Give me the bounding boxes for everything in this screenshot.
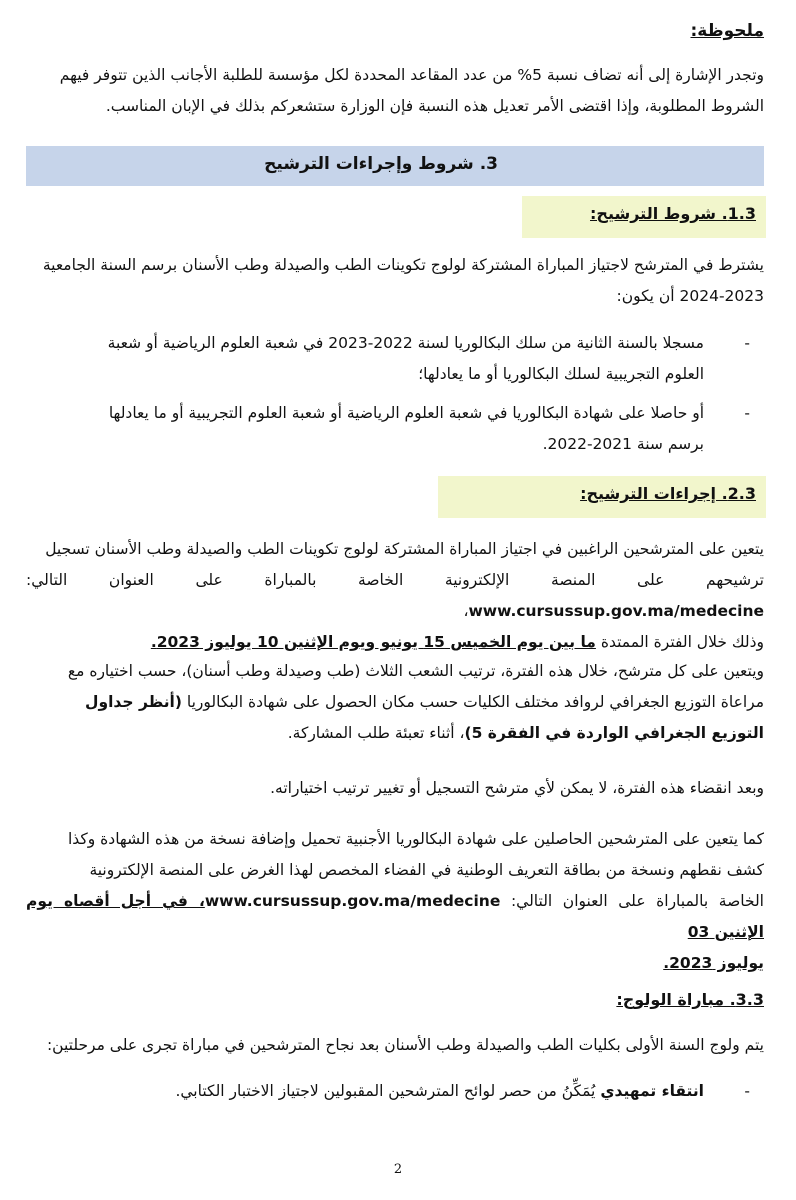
s32-p2-line-1: ويتعين على كل مترشح، خلال هذه الفترة، ترتيب الشعب الثلاث (طب وصيدلة وطب أسنان)، حسب اختياره مع — [67, 662, 764, 680]
registration-period: ما بين يوم الخميس 15 يونيو ويوم الإثنين 10 يوليوز 2023. — [150, 633, 596, 651]
s32-paragraph-1 — [26, 534, 764, 658]
note-title: ملحوظة: — [690, 21, 764, 41]
s32-p2-line-2 — [26, 687, 764, 718]
s32-p4-line-3 — [26, 886, 764, 948]
s32-paragraph-2 — [26, 656, 764, 749]
s31-bullet-2 — [26, 398, 764, 460]
note-line-2: الشروط المطلوبة، وإذا اقتضى الأمر تعديل هذه النسبة فإن الوزارة ستشعركم بذلك في الإبان المناسب. — [105, 97, 764, 115]
bullet-dash: - — [744, 404, 750, 422]
subsection-3-1-highlight — [522, 196, 766, 238]
section-3-header — [26, 146, 764, 186]
page-number: 2 — [393, 1162, 403, 1177]
s32-p1-line-2-text: ترشيحهم على المنصة الإلكترونية الخاصة بالمباراة على العنوان التالي: — [26, 571, 764, 589]
subsection-3-2-highlight — [438, 476, 766, 518]
platform-url-link[interactable]: www.cursussup.gov.ma/medecine — [468, 602, 764, 620]
bullet-dash: - — [744, 1082, 750, 1100]
s31-bullet-1-line-1: مسجلا بالسنة الثانية من سلك البكالوريا لسنة 2022-2023 في شعبة العلوم الرياضية أو شعبة — [107, 334, 704, 352]
s32-p4-line-3-text: الخاصة بالمباراة على العنوان التالي: — [510, 892, 764, 910]
s33-intro — [26, 1030, 764, 1061]
s33-bullet-1-text: يُمَكِّنُ من حصر لوائح المترشحين المقبولين لاجتياز الاختبار الكتابي. — [175, 1082, 596, 1100]
note-paragraph — [26, 60, 764, 122]
s31-intro-line-2: 2024-2023 أن يكون: — [616, 287, 764, 305]
s32-paragraph-4 — [26, 824, 764, 979]
bullet-dash: - — [744, 334, 750, 352]
s31-bullet-2-line-1: أو حاصلا على شهادة البكالوريا في شعبة العلوم الرياضية أو شعبة العلوم التجريبية أو ما يعادلها — [108, 404, 704, 422]
s32-p4-deadline-part-2: يوليوز 2023. — [663, 954, 764, 972]
s31-intro-line-1: يشترط في المترشح لاجتياز المباراة المشتركة لولوج تكوينات الطب والصيدلة وطب الأسنان برسم السنة الجامعية — [42, 256, 764, 274]
s32-p2-line-3 — [26, 718, 764, 749]
s32-paragraph-3 — [26, 773, 764, 804]
s31-bullet-1-line-2: العلوم التجريبية لسلك البكالوريا أو ما يعادلها؛ — [418, 365, 704, 383]
s32-p1-line-2: ترشيحهم على المنصة الإلكترونية الخاصة بالمباراة على العنوان التالي: www.cursussup.gov.ma/medecine، — [26, 571, 764, 620]
subsection-3-1-title: 1.3. شروط الترشيح: — [590, 204, 756, 223]
s32-p2-line-3-text: ، أثناء تعبئة طلب المشاركة. — [287, 724, 465, 742]
platform-url-link-2[interactable]: www.cursussup.gov.ma/medecine — [204, 892, 501, 910]
s32-p1-line-1: يتعين على المترشحين الراغبين في اجتياز المباراة المشتركة لولوج تكوينات الطب والصيدلة وطب الأسنان تسجيل — [45, 540, 764, 558]
s32-p4-deadline-part-1: ، في أجل أقصاه يوم الإثنين 03 — [26, 892, 764, 941]
subsection-3-3-title: 3.3. مباراة الولوج: — [616, 990, 764, 1009]
section-3-title: 3. شروط وإجراءات الترشيح — [264, 154, 498, 174]
s32-p2-line-3-bold: التوزيع الجغرافي الواردة في الفقرة 5) — [464, 724, 764, 742]
subsection-3-3-header — [26, 984, 764, 1015]
s33-bullet-1-bold: انتقاء تمهيدي — [600, 1082, 704, 1100]
s32-p2-line-2-text: مراعاة التوزيع الجغرافي لروافد مختلف الكليات حسب مكان الحصول على شهادة البكالوريا — [186, 693, 764, 711]
s32-p1-line-3-text: وذلك خلال الفترة الممتدة — [600, 633, 764, 651]
s33-bullet-1 — [26, 1076, 764, 1107]
s32-p3: وبعد انقضاء هذه الفترة، لا يمكن لأي مترشح التسجيل أو تغيير ترتيب اختياراته. — [270, 779, 764, 797]
s32-p4-line-4 — [26, 948, 764, 979]
subsection-3-2-title: 2.3. إجراءات الترشيح: — [580, 484, 756, 503]
s32-p4-line-1: كما يتعين على المترشحين الحاصلين على شهادة البكالوريا الأجنبية تحميل وإضافة نسخة من هذه الشهادة وكذا — [67, 830, 764, 848]
note-line-1: وتجدر الإشارة إلى أنه تضاف نسبة 5% من عدد المقاعد المحددة لكل مؤسسة للطلبة الأجانب الذين تتوفر فيهم — [59, 66, 764, 84]
s32-p1-line-3 — [26, 627, 764, 658]
s32-p2-line-2-bold: (أنظر جداول — [85, 693, 182, 711]
subsection-3-1-intro — [26, 250, 764, 312]
s32-p4-line-2: كشف نقطهم ونسخة من بطاقة التعريف الوطنية في الفضاء المخصص لهذا الغرض على المنصة الإلكترونية — [89, 861, 764, 879]
s33-intro-line: يتم ولوج السنة الأولى بكليات الطب والصيدلة وطب الأسنان بعد نجاح المترشحين في مباراة تجرى على مرحلتين: — [46, 1036, 764, 1054]
s33-bullet-1-line — [26, 1076, 704, 1107]
s31-bullet-1 — [26, 328, 764, 390]
s31-bullet-2-line-2: برسم سنة 2021-2022. — [542, 435, 704, 453]
